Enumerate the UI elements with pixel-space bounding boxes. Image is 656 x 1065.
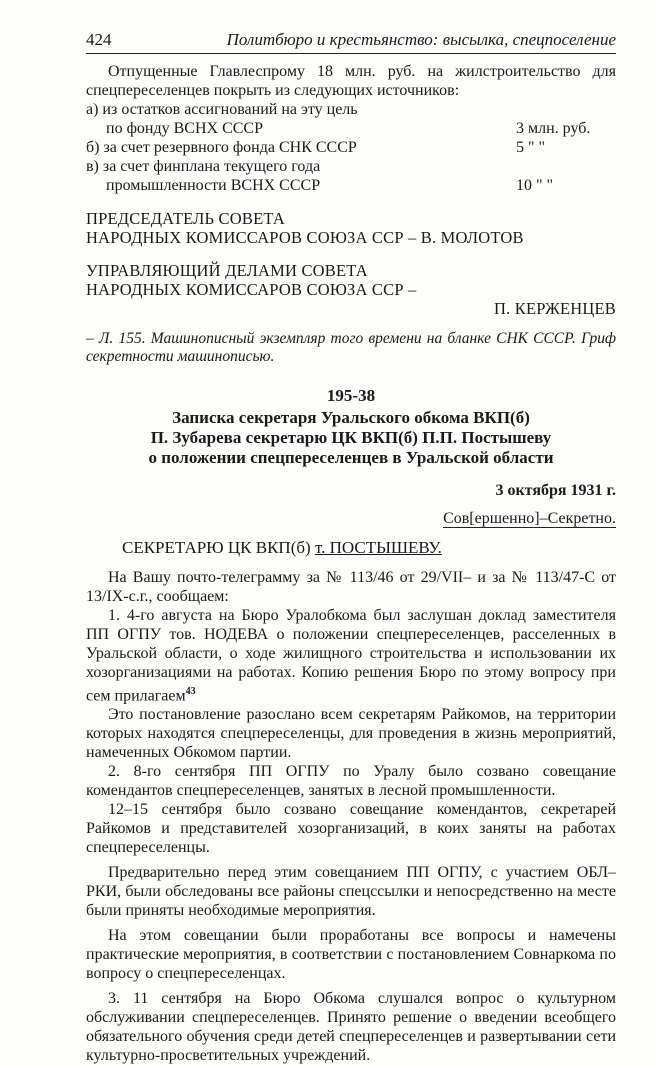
funding-source-a	[86, 100, 616, 138]
title-line: П. Зубарева секретарю ЦК ВКП(б) П.П. Постышеву	[150, 428, 552, 447]
footnote-ref: 43	[185, 686, 196, 697]
document-page	[86, 30, 616, 1065]
letter-body	[86, 568, 616, 1065]
source-amount: 3 млн. руб.	[516, 120, 591, 137]
paragraph-text: 1. 4-го августа на Бюро Уралобкома был заслушан доклад заместителя ПП ОГПУ тов. НОДЕВА о положении спецпереселенцев, расселенных в Уральской области, о ходе жилищного строительства и использовании их хозорганизациями на работах. Копию решения Бюро по этому вопросу при сем прилагаем	[86, 607, 616, 705]
source-amount: 10 " "	[516, 177, 554, 194]
signature-manager	[86, 261, 616, 318]
page-number: 424	[86, 30, 112, 49]
previous-doc-intro: Отпущенные Главлеспрому 18 млн. руб. на жилстроительство для спецпереселенцев покрыть из следующих источников:	[86, 63, 616, 99]
document-number: 195-38	[326, 386, 376, 405]
paragraph: 2. 8-го сентября ПП ОГПУ по Уралу было созвано совещание комендантов спецпереселенцев, занятых в лесной промышленности.	[86, 763, 616, 800]
source-text: а) из остатков ассигнований на эту цель	[86, 101, 358, 118]
source-text: б) за счет резервного фонда СНК СССР	[86, 139, 357, 156]
funding-sources	[86, 100, 616, 195]
secrecy-stamp	[86, 510, 616, 528]
funding-source-c	[86, 157, 616, 195]
document-date: 3 октября 1931 г.	[495, 482, 616, 499]
signature-chairman	[86, 209, 616, 247]
paragraph	[86, 606, 616, 705]
addressee	[86, 538, 616, 558]
paragraph: Предварительно перед этим совещанием ПП ОГПУ, с участием ОБЛ–РКИ, были обследованы все районы спецссылки и непосредственно на месте были приняты необходимые мероприятия.	[86, 864, 616, 920]
funding-source-b	[86, 138, 616, 157]
paragraph: 12–15 сентября было созвано совещание комендантов, секретарей Райкомов и представителей хозорганизаций, в коих заняты на работах спецпереселенцы.	[86, 801, 616, 857]
addressee-title: СЕКРЕТАРЮ ЦК ВКП(б)	[122, 538, 315, 557]
signature-line: ПРЕДСЕДАТЕЛЬ СОВЕТА	[86, 209, 285, 228]
signature-line: УПРАВЛЯЮЩИЙ ДЕЛАМИ СОВЕТА	[86, 261, 368, 280]
source-amount: 5 " "	[516, 139, 546, 156]
document-title	[86, 408, 616, 468]
archive-note: – Л. 155. Машинописный экземпляр того времени на бланке СНК СССР. Гриф секретности машинописью.	[86, 330, 616, 365]
paragraph: 3. 11 сентября на Бюро Обкома слушался вопрос о культурном обслуживании спецпереселенцев. Принято решение о введении всеобщего обязательного обучения среди детей спецпереселенцев и развертывании сети культурно-просветительных учреждений.	[86, 990, 616, 1065]
title-line: Записка секретаря Уральского обкома ВКП(б)	[172, 408, 530, 427]
signature-line: НАРОДНЫХ КОМИССАРОВ СОЮЗА ССР –	[86, 280, 417, 299]
paragraph: На Вашу почто-телеграмму за № 113/46 от 29/VII– и за № 113/47-С от 13/IX-с.г., сообщаем:	[86, 569, 616, 605]
addressee-name: т. ПОСТЫШЕВУ.	[314, 538, 442, 557]
paragraph: На этом совещании были проработаны все вопросы и намечены практические мероприятия, в соответствии с постановлением Совнаркома по вопросу о спецпереселенцах.	[86, 927, 616, 983]
signature-line: НАРОДНЫХ КОМИССАРОВ СОЮЗА ССР – В. МОЛОТОВ	[86, 228, 524, 247]
running-header	[86, 30, 616, 54]
source-text-cont: промышленности ВСНХ СССР	[106, 177, 321, 194]
running-title: Политбюро и крестьянство: высылка, спецпоселение	[226, 30, 616, 49]
source-text: в) за счет финплана текущего года	[86, 158, 321, 175]
signature-name: П. КЕРЖЕНЦЕВ	[493, 299, 616, 318]
paragraph: Это постановление разослано всем секретарям Райкомов, на территории которых находятся спецпереселенцы, для проведения в жизнь мероприятий, намеченных Обкомом партии.	[86, 706, 616, 762]
source-text-cont: по фонду ВСНХ СССР	[106, 120, 263, 137]
title-line: о положении спецпереселенцев в Уральской области	[148, 448, 554, 467]
secrecy-label: Сов[ершенно]–Секретно.	[443, 510, 616, 527]
